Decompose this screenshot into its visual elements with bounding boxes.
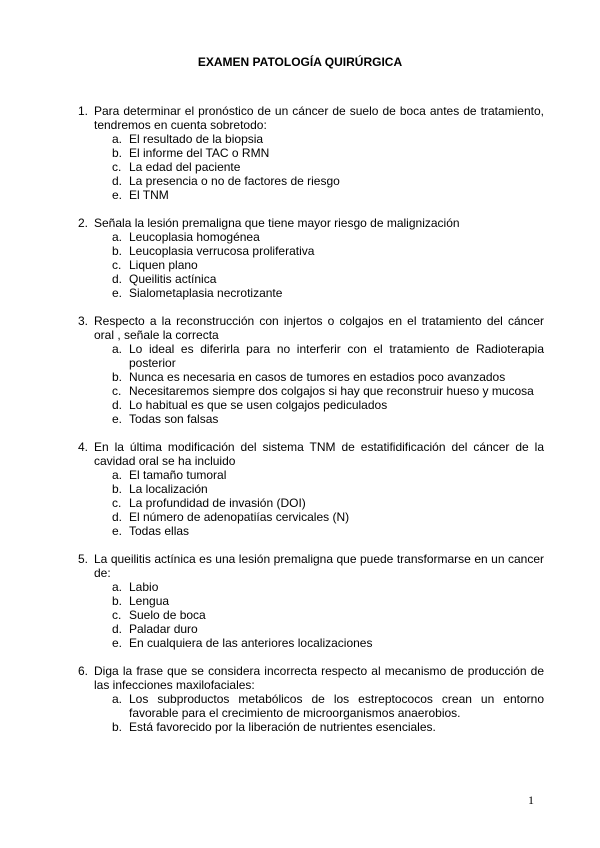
answer-option — [78, 244, 544, 258]
answer-option — [78, 370, 544, 384]
option-label: a. — [112, 468, 123, 482]
option-text: El informe del TAC o RMN — [129, 146, 270, 160]
option-text: La profundidad de invasión (DOI) — [129, 496, 306, 510]
answer-option — [78, 398, 544, 412]
option-label: e. — [112, 524, 123, 538]
option-list — [78, 342, 544, 426]
answer-option — [78, 258, 544, 272]
option-text: El número de adenopatiías cervicales (N) — [129, 510, 350, 524]
page-title: EXAMEN PATOLOGÍA QUIRÚRGICA — [197, 55, 403, 69]
question-text: En la última modificación del sistema TNM de estatifidificación del cáncer de la cavidad oral se ha incluido — [94, 440, 544, 468]
option-label: b. — [112, 244, 123, 258]
option-text: Todas son falsas — [129, 412, 219, 426]
option-label: c. — [112, 608, 122, 622]
answer-option — [78, 132, 544, 146]
option-text: Paladar duro — [129, 622, 198, 636]
question-text: Respecto a la reconstrucción con injertos o colgajos en el tratamiento del cáncer oral , señale la correcta — [94, 314, 544, 342]
answer-option — [78, 146, 544, 160]
question-list — [78, 104, 544, 748]
question-1 — [78, 104, 544, 202]
option-text: Lo habitual es que se usen colgajos pediculados — [129, 398, 388, 412]
option-label: e. — [112, 636, 123, 650]
answer-option — [78, 510, 544, 524]
option-label: e. — [112, 412, 123, 426]
option-label: d. — [112, 398, 123, 412]
option-text: Labio — [129, 580, 159, 594]
option-text: Leucoplasia homogénea — [129, 230, 260, 244]
option-label: a. — [112, 132, 123, 146]
question-number: 4. — [78, 440, 89, 454]
answer-option — [78, 608, 544, 622]
option-text: Suelo de boca — [129, 608, 206, 622]
option-label: a. — [112, 230, 123, 244]
question-text: Señala la lesión premaligna que tiene mayor riesgo de malignización — [94, 216, 460, 230]
option-label: c. — [112, 496, 122, 510]
option-label: c. — [112, 258, 122, 272]
answer-option — [78, 496, 544, 510]
option-list — [78, 230, 544, 300]
option-label: c. — [112, 160, 122, 174]
option-label: a. — [112, 692, 123, 706]
option-text: El resultado de la biopsia — [129, 132, 264, 146]
answer-option — [78, 272, 544, 286]
option-label: e. — [112, 188, 123, 202]
question-2 — [78, 216, 544, 300]
question-number: 5. — [78, 552, 89, 566]
answer-option — [78, 720, 544, 734]
option-text: Necesitaremos siempre dos colgajos si hay que reconstruir hueso y mucosa — [129, 384, 534, 398]
answer-option — [78, 412, 544, 426]
question-4 — [78, 440, 544, 538]
question-5 — [78, 552, 544, 650]
option-text: Lengua — [129, 594, 170, 608]
answer-option — [78, 622, 544, 636]
option-label: d. — [112, 174, 123, 188]
option-text: Todas ellas — [129, 524, 190, 538]
option-label: e. — [112, 286, 123, 300]
option-label: b. — [112, 370, 123, 384]
question-number: 6. — [78, 664, 89, 678]
answer-option — [78, 174, 544, 188]
option-text: Sialometaplasia necrotizante — [129, 286, 283, 300]
answer-option — [78, 524, 544, 538]
answer-option — [78, 468, 544, 482]
answer-option — [78, 580, 544, 594]
option-label: d. — [112, 510, 123, 524]
question-text: Para determinar el pronóstico de un cáncer de suelo de boca antes de tratamiento, tendremos en cuenta sobretodo: — [94, 104, 544, 132]
answer-option — [78, 636, 544, 650]
option-label: c. — [112, 384, 122, 398]
option-text: La presencia o no de factores de riesgo — [129, 174, 340, 188]
option-list — [78, 580, 544, 650]
answer-option — [78, 160, 544, 174]
option-list — [78, 468, 544, 538]
option-list — [78, 132, 544, 202]
answer-option — [78, 692, 544, 720]
option-text: Liquen plano — [129, 258, 198, 272]
option-label: b. — [112, 594, 123, 608]
answer-option — [78, 286, 544, 300]
option-text: Los subproductos metabólicos de los estreptococos crean un entorno favorable para el crecimiento de microorganismos anaerobios. — [129, 692, 544, 720]
answer-option — [78, 230, 544, 244]
question-3 — [78, 314, 544, 426]
answer-option — [78, 594, 544, 608]
option-label: d. — [112, 622, 123, 636]
option-text: La localización — [129, 482, 208, 496]
option-label: b. — [112, 146, 123, 160]
option-text: Nunca es necesaria en casos de tumores en estadios poco avanzados — [129, 370, 506, 384]
question-6 — [78, 664, 544, 734]
option-list — [78, 692, 544, 734]
option-text: Está favorecido por la liberación de nutrientes esenciales. — [129, 720, 436, 734]
option-label: b. — [112, 482, 123, 496]
option-label: a. — [112, 342, 123, 356]
question-text: Diga la frase que se considera incorrecta respecto al mecanismo de producción de las infecciones maxilofaciales: — [94, 664, 544, 692]
option-text: La edad del paciente — [129, 160, 241, 174]
option-text: El tamaño tumoral — [129, 468, 227, 482]
question-number: 1. — [78, 104, 89, 118]
question-number: 3. — [78, 314, 89, 328]
answer-option — [78, 384, 544, 398]
question-text: La queilitis actínica es una lesión premaligna que puede transformarse en un cancer de: — [94, 552, 544, 580]
answer-option — [78, 188, 544, 202]
option-text: Lo ideal es diferirla para no interferir con el tratamiento de Radioterapia posterior — [129, 342, 544, 370]
option-text: Leucoplasia verrucosa proliferativa — [129, 244, 315, 258]
option-text: En cualquiera de las anteriores localizaciones — [129, 636, 373, 650]
option-text: Queilitis actínica — [129, 272, 217, 286]
option-label: a. — [112, 580, 123, 594]
option-label: d. — [112, 272, 123, 286]
option-text: El TNM — [129, 188, 169, 202]
answer-option — [78, 342, 544, 370]
option-label: b. — [112, 720, 123, 734]
question-number: 2. — [78, 216, 89, 230]
page-number: 1 — [528, 793, 534, 807]
answer-option — [78, 482, 544, 496]
